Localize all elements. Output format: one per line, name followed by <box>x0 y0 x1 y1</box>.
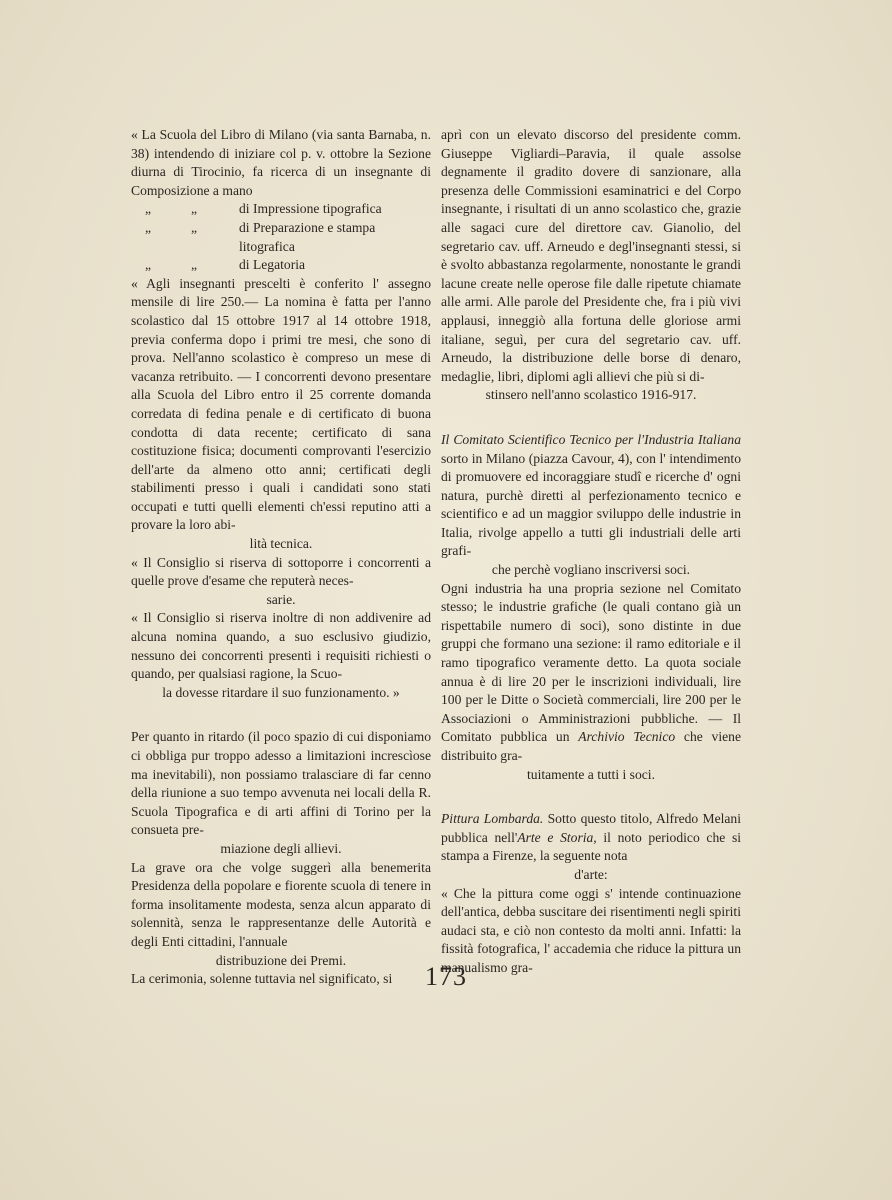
exam-paragraph: « Il Consiglio si riserva di sottoporre i concorrenti a quelle prove d'esame che reputerà neces- sarie. <box>131 554 431 607</box>
salary-paragraph: « Agli insegnanti prescelti è conferito l' assegno mensile di lire 250.— La nomina è fatta per l'anno scolastico dal 15 ottobre 1917 al 14 ottobre 1918, previa conferma dopo i primi tre mesi, che sono di prova. Nell'anno scolastico è compreso un mese di vacanza retribuito. — I concorrenti devono presentare alla Scuola del Libro entro il 25 corrente domanda corredata di fedina penale e di certificato di buona condotta di data recente; certificato di sana costituzione fisica; documenti comprovanti l'esercizio dell'arte da almeno otto anni; certificati degli stabilimenti presso i quali i candidati sono stati occupati e tutti quelli elementi ch'essi reputino atti a provare la loro abi- lità tecnica. <box>131 275 431 552</box>
list-item: „ „ di Legatoria <box>145 257 306 273</box>
art-note-paragraph: « Che la pittura come oggi s' intende continuazione dell'antica, debba suscitare dei risentimenti negli spiriti audaci sta, e ciò non contesto da molti anni. Infatti: la fissità fotografica, l' accademia che riduce la pittura un manualismo gra- <box>441 885 741 975</box>
presidency-paragraph: La grave ora che volge suggerì alla benemerita Presidenza della popolare e fiorente scuola di tenere in forma insolitamente modesta, senza alcun apparato di solennità, senza le rappresentanze delle Autorità e degli Enti cittadini, l'annuale distribuzione dei Premi. <box>131 859 431 968</box>
ceremony-continued-paragraph: aprì con un elevato discorso del presidente comm. Giuseppe Vigliardi–Paravia, il quale assolse degnamente il gradito dovere di sanzionare, alla presenza delle Commissioni esaminatrici e del Corpo insegnante, i risultati di un anno scolastico che, grazie alle sagaci cure del direttore cav. Gianolio, del segretario cav. uff. Arneudo e degl'insegnanti stessi, si è svolto abbastanza regolarmente, nonostante le grandi lacune create nelle operose file dalle ripetute chiamate alle armi. Alle parole del Presidente che, fra i più vivi applausi, inneggiò alla fortuna delle gloriose armi italiane, seguì, per cura del segretario cav. uff. Arneudo, la distribuzione delle borse di denaro, medaglie, libri, diplomi agli allievi che più si di- stinsero nell'anno scolastico 1916-917. <box>441 127 741 403</box>
page-number: 173 <box>425 962 467 991</box>
ceremony-paragraph: La cerimonia, solenne tuttavia nel significato, si <box>131 971 393 987</box>
job-notice-intro: « La Scuola del Libro di Milano (via santa Barnaba, n. 38) intendendo di iniziare col p. v. ottobre la Sezione diurna di Tirocinio, fa ricerca di un insegnante di Composizione a mano <box>131 127 431 198</box>
right-column <box>441 126 741 978</box>
left-column <box>131 126 431 989</box>
committee-paragraph: Il Comitato Scientifico Tecnico per l'Industria Italiana sorto in Milano (piazza Cavour, 4), con l' intendimento di promuovere ed incoraggiare studî e ricerche d' ogni natura, purchè diretti al perfezionamento tecnico e scientifico e ad un maggior sviluppo delle industrie in Italia, rivolge appello a tutti gli industriali delle arti grafi- che perchè vogliano inscriversi soci. <box>441 431 741 578</box>
turin-paragraph: Per quanto in ritardo (il poco spazio di cui disponiamo ci obbliga pur troppo adesso a limitazioni increscìose ma inevitabili), non possiamo tralasciare di far cenno della riunione a suo tempo avvenuta nei locali della R. Scuola Tipografica e di arti affini di Torino per la consueta pre- miazione degli allievi. <box>131 729 431 856</box>
reserve-paragraph: « Il Consiglio si riserva inoltre di non addivenire ad alcuna nomina quando, a suo esclusivo giudizio, nessuno dei concorrenti presenti i requisiti richiesti o quando, per qualsiasi ragione, la Scuo- la dovesse ritardare il suo funzionamento. » <box>131 610 431 700</box>
list-item: „ „ di Impressione tipografica <box>145 201 382 217</box>
pittura-lombarda-paragraph: Pittura Lombarda. Sotto questo titolo, Alfredo Melani pubblica nell'Arte e Storia, il noto periodico che si stampa a Firenze, la seguente nota d'arte: <box>441 811 742 882</box>
list-item: „ „ di Preparazione e stampa litografica <box>145 219 376 254</box>
sections-paragraph: Ogni industria ha una propria sezione nel Comitato stesso; le industrie grafiche (le quali contano già un rispettabile numero di soci), sono distinte in due gruppi che formano una sezione: il ramo editoriale e il ramo tipografico veramente detto. La quota sociale annua è di lire 20 per le inscrizioni individuali, lire 100 per le Ditte o Società commerciali, lire 200 per le Associazioni o Amministrazioni pubbliche. — Il Comitato pubblica un Archivio Tecnico che viene distribuito gra- tuitamente a tutti i soci. <box>441 580 741 782</box>
